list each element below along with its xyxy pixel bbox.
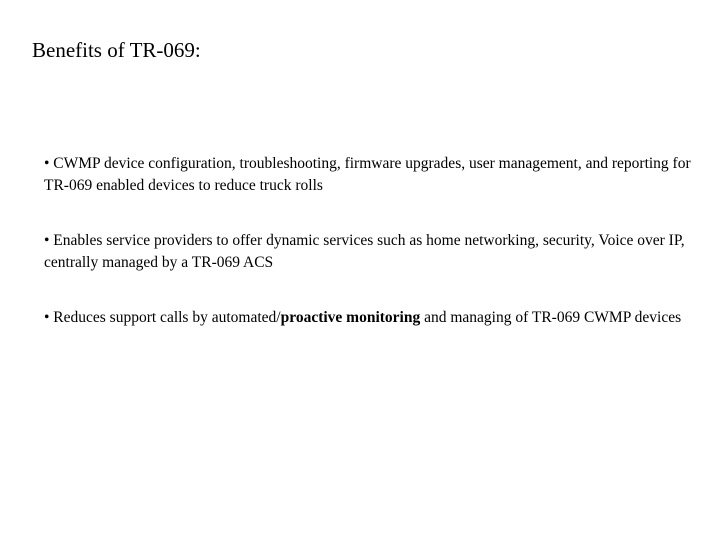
bullet-text-suffix: and managing of TR-069 CWMP devices — [420, 309, 682, 326]
bullet-emphasis-proactive-monitoring: proactive monitoring — [280, 309, 421, 326]
slide-title: Benefits of TR-069: — [32, 38, 201, 62]
bullet-text-prefix: • Reduces support calls by automated/ — [44, 309, 281, 326]
bullet-list — [44, 153, 694, 362]
bullet-item-dynamic-services: • Enables service providers to offer dynamic services such as home networking, security, Voice over IP, centrally managed by a TR-069 ACS — [44, 232, 685, 271]
bullet-item-device-management: • CWMP device configuration, troubleshooting, firmware upgrades, user management, and reporting for TR-069 enabled devices to reduce truck rolls — [44, 155, 691, 194]
bullet-item-reduce-support-calls — [44, 307, 694, 329]
